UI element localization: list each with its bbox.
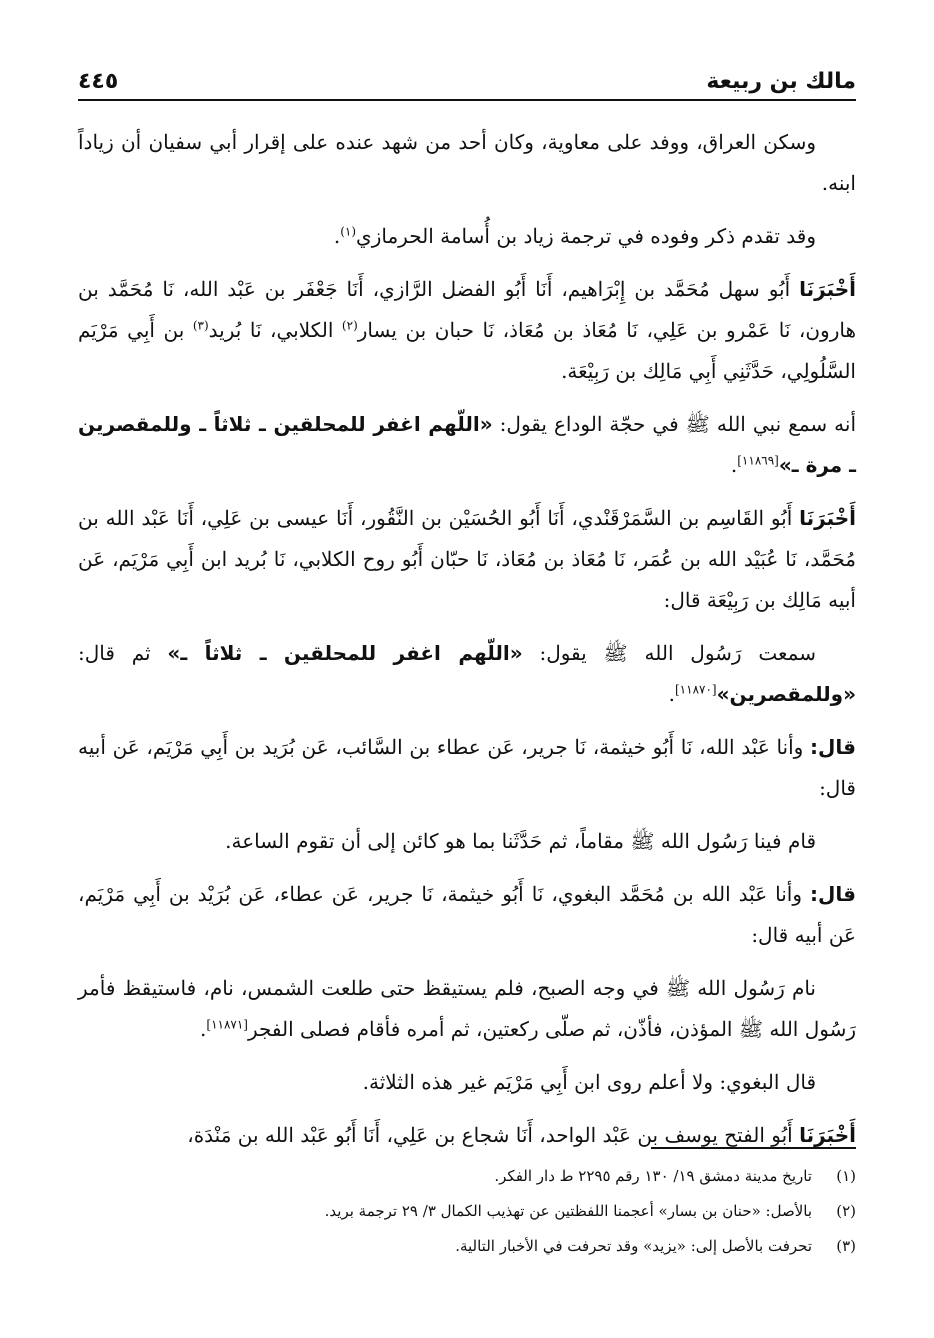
paragraph-2-end: .	[333, 224, 341, 248]
paragraph-6	[78, 633, 856, 715]
hadith-number: [١١٨٧١]	[206, 1017, 248, 1032]
paragraph-2	[78, 216, 856, 257]
paragraph-1-text: وسكن العراق، ووفد على معاوية، وكان أحد من شهد عنده على إقرار أبي سفيان أن زياداً ابنه.	[78, 130, 856, 195]
hadith-quote: «اللّهم اغفر للمحلقين ـ ثلاثاً ـ»	[167, 641, 523, 665]
paragraph-12	[78, 1115, 856, 1156]
paragraph-3-text: أَبُو سهل مُحَمَّد بن إِبْرَاهيم، أَنَا أَبُو الفضل الرَّازي، أَنَا جَعْفَر بن عَبْد الله، نَا مُحَمَّد بن هارون، نَا عَمْرو بن عَلِي، نَا مُعَاذ بن مُعَاذ، نَا حبان بن يسار	[78, 277, 857, 342]
paragraph-8-text: قام فينا رَسُول الله ﷺ مقاماً، ثم حَدَّثَنا بما هو كائن إلى أن تقوم الساعة.	[225, 829, 816, 853]
paragraph-6-text: سمعت رَسُول الله ﷺ يقول:	[522, 641, 816, 665]
header-rule	[78, 99, 856, 101]
paragraph-5	[78, 498, 856, 621]
footnote-ref-1[interactable]: (١)	[340, 224, 357, 239]
paragraph-9	[78, 874, 856, 956]
paragraph-10-text: نام رَسُول الله ﷺ في وجه الصبح، فلم يستيقظ حتى طلعت الشمس، نام، فاستيقظ فأمر رَسُول الله ﷺ المؤذن، فأذّن، ثم صلّى ركعتين، ثم أمره فأقام فصلى الفجر	[78, 976, 856, 1041]
paragraph-11-text: قال البغوي: ولا أعلم روى ابن أَبِي مَرْيَم غير هذه الثلاثة.	[362, 1070, 816, 1094]
paragraph-6-end: .	[668, 682, 675, 706]
footnote-ref-2[interactable]: (٢)	[341, 318, 358, 333]
qala-label: قال:	[810, 882, 856, 906]
footnote-3	[78, 1229, 856, 1264]
akhbarana-label: أَخْبَرَنَا	[799, 277, 857, 301]
footnote-number: (٣)	[836, 1237, 856, 1255]
paragraph-1	[78, 122, 856, 204]
hadith-quote: «اللّهم اغفر للمحلقين ـ ثلاثاً ـ وللمقصرين ـ مرة ـ»	[78, 412, 856, 477]
paragraph-3-end: بن أَبِي مَرْيَم السَّلُولِي، حَدَّثَنِي أَبِي مَالِك بن رَبِيْعَة.	[78, 318, 856, 383]
paragraph-7	[78, 727, 856, 809]
footnote-2	[78, 1194, 856, 1229]
footnote-text: بالأصل: «حنان بن بسار» أعجمنا اللفظتين عن تهذيب الكمال ٣/ ٢٩ ترجمة بريد.	[324, 1202, 812, 1220]
paragraph-9-text: وأنا عَبْد الله بن مُحَمَّد البغوي، نَا أَبُو خيثمة، نَا جرير، عَن عطاء، عَن بُرَيْد بن أَبِي مَرْيَم، عَن أبيه قال:	[78, 882, 856, 947]
paragraph-3	[78, 269, 856, 392]
page-header	[78, 58, 856, 94]
paragraph-3-mid: الكلابي، نَا بُريد	[208, 318, 342, 342]
paragraph-7-text: وأنا عَبْد الله، نَا أَبُو خيثمة، نَا جرير، عَن عطاء بن السَّائب، عَن بُرَيد بن أَبِي مَرْيَم، عَن أبيه قال:	[78, 735, 856, 800]
footnote-text: تاريخ مدينة دمشق ١٩/ ١٣٠ رقم ٢٢٩٥ ط دار الفكر.	[494, 1167, 812, 1185]
paragraph-4-text: أنه سمع نبي الله ﷺ في حجّة الوداع يقول:	[492, 412, 857, 436]
footnote-number: (٢)	[836, 1202, 856, 1220]
paragraph-4-end: .	[730, 453, 738, 477]
paragraph-8	[78, 821, 856, 862]
paragraph-6-mid: ثم قال:	[78, 641, 168, 665]
paragraph-5-text: أَبُو القَاسِم بن السَّمَرْقَنْدي، أَنَا أَبُو الحُسَيْن بن النَّقُور، أَنَا عيسى بن عَلِي، أَنَا عَبْد الله بن مُحَمَّد، نَا عُبَيْد الله بن عُمَر، نَا مُعَاذ بن مُعَاذ، نَا حبّان أَبُو روح الكلابي، نَا بُريد ابن أَبِي مَرْيَم، عَن أبيه مَالِك بن رَبِيْعَة قال:	[78, 506, 856, 612]
paragraph-11	[78, 1062, 856, 1103]
qala-label: قال:	[810, 735, 857, 759]
footnote-separator	[651, 1147, 856, 1149]
hadith-quote: «وللمقصرين»	[716, 682, 856, 706]
paragraph-10	[78, 968, 856, 1050]
body-text	[78, 122, 856, 1168]
paragraph-10-end: .	[200, 1017, 207, 1041]
footnote-1	[78, 1159, 856, 1194]
paragraph-2-text: وقد تقدم ذكر وفوده في ترجمة زياد بن أُسامة الحرمازي	[356, 224, 816, 248]
hadith-number: [١١٨٦٩]	[737, 453, 779, 468]
footnote-number: (١)	[836, 1167, 856, 1185]
footnotes	[78, 1159, 856, 1264]
akhbarana-label: أَخْبَرَنَا	[799, 1123, 856, 1147]
akhbarana-label: أَخْبَرَنَا	[799, 506, 857, 530]
paragraph-12-text: أَبُو الفتح يوسف بن عَبْد الواحد، أَنَا شجاع بن عَلِي، أَنَا أَبُو عَبْد الله بن مَنْدَة،	[187, 1123, 800, 1147]
footnote-text: تحرفت بالأصل إلى: «يزيد» وقد تحرفت في الأخبار التالية.	[455, 1237, 812, 1255]
running-title: مالك بن ربيعة	[706, 69, 856, 94]
hadith-number: [١١٨٧٠]	[674, 682, 717, 697]
paragraph-4	[78, 404, 856, 486]
footnote-ref-3[interactable]: (٣)	[192, 318, 209, 333]
page-number: ٤٤٥	[78, 69, 119, 94]
